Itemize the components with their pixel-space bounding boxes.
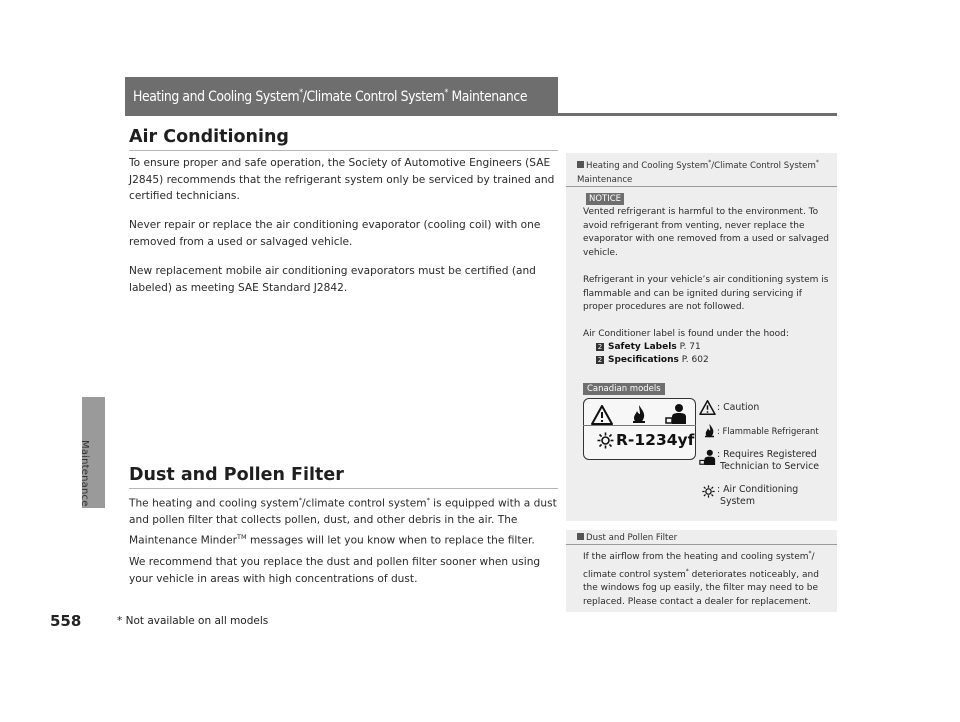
warning-triangle-icon	[699, 400, 716, 415]
flame-icon	[704, 423, 715, 438]
refrigerant-code: R-1234yf	[616, 431, 695, 449]
technician-icon	[665, 403, 687, 424]
snowflake-icon	[702, 485, 715, 498]
ac-paragraph-3: New replacement mobile air conditioning evaporators must be certified (and labeled) as meeting SAE Standard J2842.	[129, 265, 536, 294]
legend-ac-line2: System	[720, 496, 755, 507]
note-marker-icon	[577, 161, 584, 168]
sidebar-rule	[566, 544, 837, 545]
page-number: 558	[50, 612, 82, 630]
warning-triangle-icon	[591, 405, 613, 425]
technician-icon	[699, 449, 716, 465]
legend-technician-line2: Technician to Service	[720, 461, 820, 472]
dust-filter-note-text: If the airflow from the heating and cooling system*/ climate control system* deteriorates noticeably, and the windows fog up easily, the filter may need to be replaced. Please contact a dealer for replacement.	[583, 550, 819, 607]
section-title: Heating and Cooling System*/Climate Control System* Maintenance	[133, 88, 528, 105]
heading-air-conditioning: Air Conditioning	[129, 127, 289, 147]
notice-badge: NOTICE	[586, 193, 624, 205]
reference-safety-labels[interactable]: 2 Safety Labels P. 71	[597, 342, 701, 352]
legend-technician-line1: : Requires Registered	[717, 449, 817, 460]
ac-paragraph-1: To ensure proper and safe operation, the Society of Automotive Engineers (SAE J2845) recommends that the refrigerant system only be serviced by trained and certified technicians.	[129, 157, 555, 202]
refrigerant-warning-text: Refrigerant in your vehicle’s air conditioning system is flammable and can be ignited during servicing if proper procedures are not followed.	[583, 275, 829, 313]
notice-text: Vented refrigerant is harmful to the environment. To avoid refrigerant from venting, never replace the evaporator with one removed from a used or salvaged vehicle.	[583, 207, 829, 258]
sidebar-rule	[566, 186, 837, 187]
region-badge: Canadian models	[583, 383, 665, 395]
section-header-rule	[125, 113, 837, 116]
legend-caution: : Caution	[717, 402, 760, 413]
sidebar-note-heading: Heating and Cooling System*/Climate Control System* Maintenance	[577, 159, 819, 185]
legend-flammable: : Flammable Refrigerant	[717, 426, 819, 436]
filter-paragraph-1: The heating and cooling system*/climate control system* is equipped with a dust and pollen filter that collects pollen, dust, and other debris in the air. The Maintenance Minder™ messages will let you know when to replace the filter.	[129, 496, 557, 547]
reference-arrow-icon: 2	[597, 356, 603, 364]
sidebar-note-heading: Dust and Pollen Filter	[577, 531, 677, 545]
heading-dust-pollen-filter: Dust and Pollen Filter	[129, 465, 344, 485]
label-divider	[583, 425, 696, 426]
footnote: * Not available on all models	[117, 615, 269, 627]
reference-specifications[interactable]: 2 Specifications P. 602	[597, 355, 709, 365]
legend-ac-line1: : Air Conditioning	[717, 484, 799, 495]
reference-arrow-icon: 2	[597, 343, 603, 351]
label-location-text: Air Conditioner label is found under the hood:	[583, 329, 789, 339]
note-marker-icon	[577, 533, 584, 540]
filter-paragraph-2: We recommend that you replace the dust and pollen filter sooner when using your vehicle in areas with high concentrations of dust.	[129, 556, 541, 585]
ac-paragraph-2: Never repair or replace the air conditioning evaporator (cooling coil) with one removed from a used or salvaged vehicle.	[129, 219, 541, 248]
heading-rule	[129, 488, 558, 489]
flame-icon	[632, 404, 646, 424]
snowflake-icon	[597, 432, 614, 449]
section-label: Maintenance	[79, 440, 90, 507]
heading-rule	[129, 150, 558, 151]
